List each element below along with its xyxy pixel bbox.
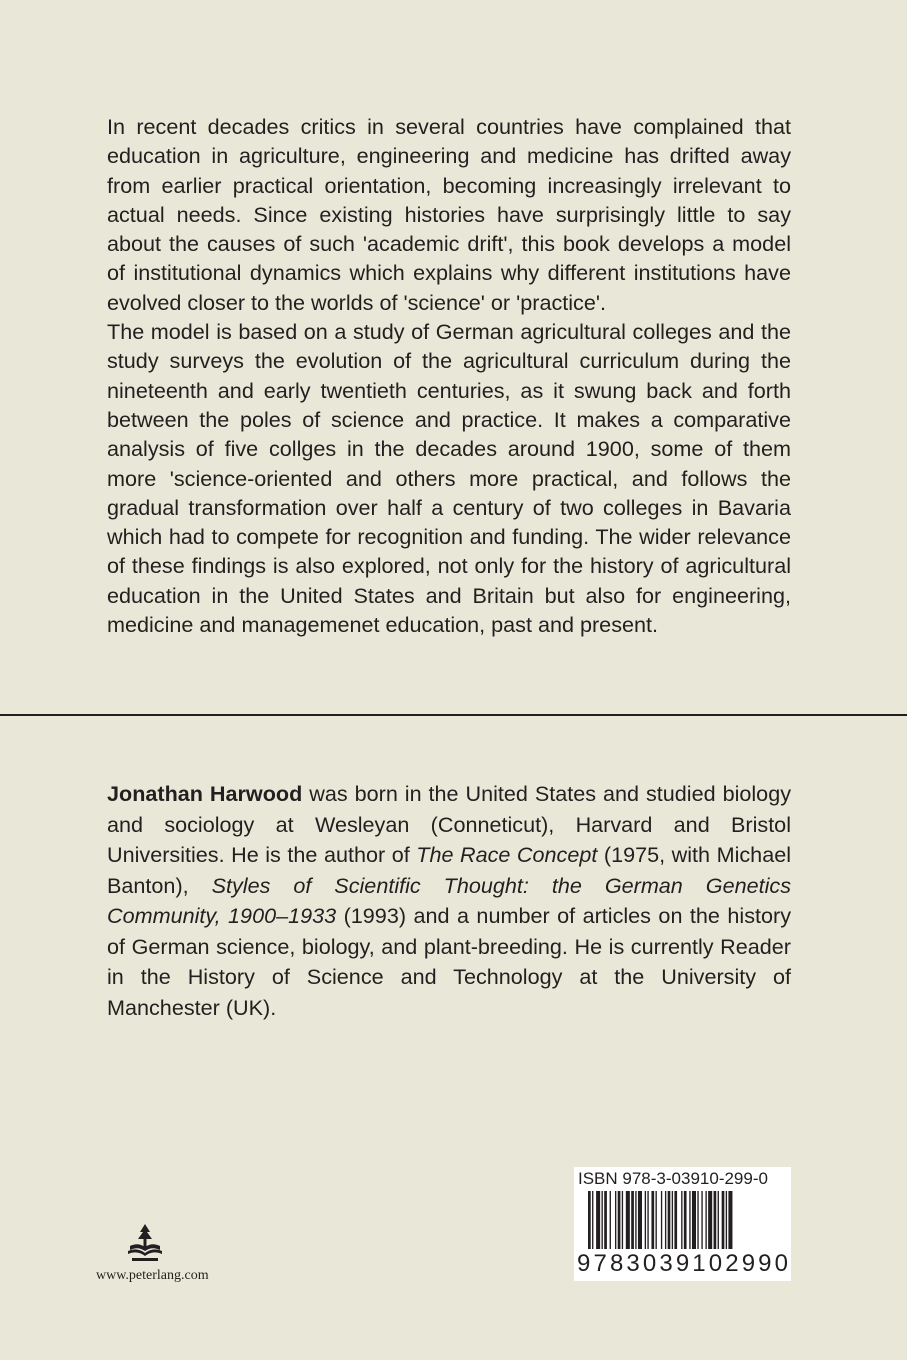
bio-text-3: (1993) and a number of articles on the history of German science, biology, and plant-breeding. He is currently Reader in the History of Science and Technology at the University of Manchester (UK). xyxy=(107,903,791,1020)
author-bio xyxy=(107,779,791,1023)
barcode-bar xyxy=(661,1191,662,1249)
section-divider xyxy=(0,714,907,716)
barcode-bar xyxy=(635,1191,636,1249)
bio-text-2: (1975, with Michael Banton), xyxy=(107,842,792,898)
barcode-bar xyxy=(689,1191,690,1249)
barcode-digit: 0 xyxy=(774,1250,788,1277)
publisher-website: www.peterlang.com xyxy=(96,1268,209,1283)
barcode-bar xyxy=(656,1191,657,1249)
barcode-digit: 8 xyxy=(609,1250,624,1277)
barcode-bar xyxy=(701,1191,702,1249)
barcode-bar xyxy=(645,1191,646,1249)
barcode-bar xyxy=(726,1191,727,1249)
barcode-digit: 3 xyxy=(659,1250,673,1277)
barcode-digit: 2 xyxy=(725,1250,739,1277)
peter-lang-tree-logo-icon xyxy=(124,1222,166,1264)
barcode-bar xyxy=(714,1191,717,1249)
barcode-bar xyxy=(631,1191,634,1249)
barcode-bar xyxy=(668,1191,671,1249)
barcode-bar xyxy=(728,1191,732,1249)
barcode-digit: 9 xyxy=(577,1250,591,1277)
barcode-bar xyxy=(588,1191,591,1249)
barcode-bar xyxy=(697,1191,698,1249)
barcode-bar xyxy=(604,1191,607,1249)
barcode-bar xyxy=(592,1191,593,1249)
barcode-bar xyxy=(602,1191,603,1249)
barcode-bar xyxy=(705,1191,706,1249)
barcode-digit: 9 xyxy=(675,1250,690,1277)
barcode-bar xyxy=(681,1191,682,1249)
barcode-bar xyxy=(638,1191,642,1249)
barcode-digit: 0 xyxy=(708,1250,723,1277)
barcode-bar xyxy=(684,1191,687,1249)
barcode-bars xyxy=(588,1191,782,1255)
barcode-digit: 9 xyxy=(758,1250,772,1277)
book-title-race-concept: The Race Concept xyxy=(416,842,598,867)
barcode-digit: 1 xyxy=(692,1250,706,1277)
blurb-paragraph-1: In recent decades critics in several countries have complained that education in agriculture, engineering and medicine has drifted away from earlier practical orientation, becoming increasingly irrelevant to actual needs. Since existing histories have surprisingly little to say about the causes of such 'academic drift', this book develops a model of institutional dynamics which explains why different institutions have evolved closer to the worlds of 'science' or 'practice'. xyxy=(107,114,791,315)
barcode-bar xyxy=(665,1191,666,1249)
barcode-bar xyxy=(708,1191,712,1249)
barcode-digit: 9 xyxy=(741,1250,756,1277)
barcode-digit: 3 xyxy=(626,1250,640,1277)
barcode-bar xyxy=(672,1191,673,1249)
barcode-bar xyxy=(615,1191,616,1249)
barcode-bar xyxy=(596,1191,600,1249)
isbn-barcode xyxy=(574,1167,791,1281)
book-title-styles-of-scientific-thought: Styles of Scientific Thought: the German Genetics Community, 1900–1933 xyxy=(107,872,791,928)
barcode-bar xyxy=(674,1191,677,1249)
barcode-bar xyxy=(651,1191,654,1249)
barcode-bar xyxy=(626,1191,630,1249)
author-name: Jonathan Harwood xyxy=(107,781,303,806)
bio-text-1: was born in the United States and studied biology and sociology at Wesleyan (Conneticut), Harvard and Bristol Universities. He is the author of xyxy=(107,781,792,867)
barcode-bar xyxy=(618,1191,621,1249)
isbn-label: ISBN 978-3-03910-299-0 xyxy=(578,1169,768,1188)
barcode-bar xyxy=(610,1191,611,1249)
barcode-bar xyxy=(718,1191,719,1249)
barcode-bar xyxy=(722,1191,725,1249)
barcode-bar xyxy=(647,1191,648,1249)
barcode-digit: 0 xyxy=(642,1250,657,1277)
barcode-digit: 7 xyxy=(593,1250,607,1277)
book-blurb xyxy=(107,112,791,639)
barcode-digits xyxy=(577,1251,788,1277)
barcode-bar xyxy=(622,1191,623,1249)
blurb-paragraph-2: The model is based on a study of German agricultural colleges and the study surveys the evolution of the agricultural curriculum during the nineteenth and early twentieth centuries, as it swung back and forth between the poles of science and practice. It makes a comparative analysis of five collges in the decades around 1900, some of them more 'science-oriented and others more practical, and follows the gradual transformation over half a century of two colleges in Bavaria which had to compete for recognition and funding. The wider relevance of these findings is also explored, not only for the history of agricultural education in the United States and Britain but also for engineering, medicine and managemenet education, past and present. xyxy=(107,319,791,638)
barcode-bar xyxy=(692,1191,696,1249)
